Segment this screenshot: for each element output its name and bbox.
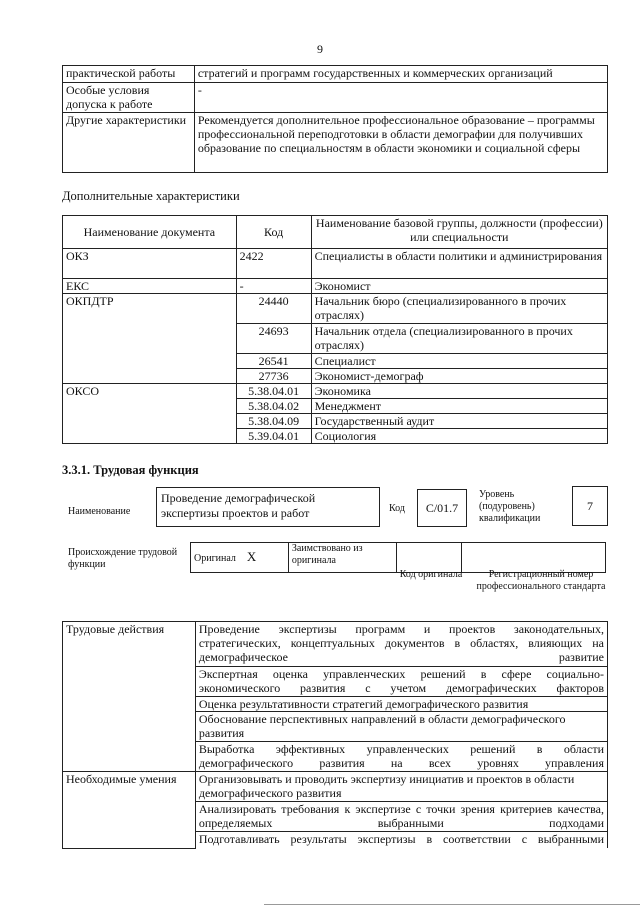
original-label: Оригинал [194,553,236,564]
code-cell: 24693 [236,324,311,354]
function-heading: 3.3.1. Трудовая функция [62,463,199,477]
function-name: Проведение демографической экспертизы проектов и работ [161,491,316,520]
reg-num-label: Регистрационный номер профессионального стандарта [476,569,606,592]
table-row [63,622,608,667]
level-box [572,486,608,526]
name-box [156,487,380,527]
code-cell: 5.38.04.01 [236,384,311,399]
row-label: Другие характеристики [63,113,195,173]
table-row [63,279,608,294]
code-cell: 26541 [236,354,311,369]
name-cell: Экономист [311,279,607,294]
doc-cell: ОКПДТР [63,294,237,384]
code-cell: 27736 [236,369,311,384]
original-mark: X [246,549,257,564]
code-cell: 5.38.04.09 [236,414,311,429]
name-cell: Начальник отдела (специализированного в прочих отраслях) [311,324,607,354]
table-row [63,294,608,324]
doc-cell: ОКЗ [63,249,237,279]
duties-table [62,621,608,849]
header-doc: Наименование документа [63,216,237,249]
duty-item: Экспертная оценка управленческих решений в сфере социально-экономического развития с учетом демографических факторов [195,667,607,697]
name-cell: Экономика [311,384,607,399]
code-orig-cell [396,543,462,573]
table-row [63,772,608,802]
name-cell: Менеджмент [311,399,607,414]
doc-cell: ОКСО [63,384,237,444]
level-label: Уровень (подуровень) квалификации [479,489,541,524]
name-cell: Государственный аудит [311,414,607,429]
name-cell: Специалисты в области политики и администрирования [311,249,607,279]
skill-item: Подготавливать результаты экспертизы в соответствии с выбранными [195,832,607,849]
duty-item: Оценка результативности стратегий демографического развития [195,697,607,712]
skill-item: Организовывать и проводить экспертизу инициатив и проектов в области демографического развития [195,772,607,802]
skills-label: Необходимые умения [63,772,196,849]
code-cell: 5.38.04.02 [236,399,311,414]
code-cell: - [236,279,311,294]
code-orig-label: Код оригинала [399,569,463,580]
level-value: 7 [587,499,593,513]
additional-characteristics-table [62,215,608,444]
code-value: C/01.7 [425,501,459,515]
code-box [417,489,467,527]
original-cell [191,543,289,573]
top-characteristics-table [62,65,608,173]
origin-label: Происхождение трудовой функции [68,547,178,570]
row-value: - [194,83,607,113]
code-label: Код [389,503,405,514]
header-code: Код [236,216,311,249]
code-cell: 2422 [236,249,311,279]
skill-item: Анализировать требования к экспертизе с точки зрения критериев качества, определяемых выбранными подходами [195,802,607,832]
name-cell: Начальник бюро (специализированного в прочих отраслях) [311,294,607,324]
page-number: 9 [317,42,323,56]
table-row [63,113,608,173]
duties-label: Трудовые действия [63,622,196,772]
doc-cell: ЕКС [63,279,237,294]
additional-characteristics-title: Дополнительные характеристики [62,189,240,203]
code-cell: 5.39.04.01 [236,429,311,444]
borrowed-cell: Заимствовано из оригинала [288,543,396,573]
duty-item: Обоснование перспективных направлений в области демографического развития [195,712,607,742]
code-cell: 24440 [236,294,311,324]
table-row [191,543,606,573]
row-label: практической работы [63,66,195,83]
row-value: стратегий и программ государственных и коммерческих организаций [194,66,607,83]
name-cell: Экономист-демограф [311,369,607,384]
table-header-row [63,216,608,249]
table-row [63,83,608,113]
name-label: Наименование [68,506,131,517]
table-row [63,384,608,399]
header-name: Наименование базовой группы, должности (профессии) или специальности [311,216,607,249]
duty-item: Проведение экспертизы программ и проектов законодательных, стратегических, концептуальных документов в областях, влияющих на демографическое развитие [195,622,607,667]
reg-num-cell [462,543,606,573]
table-row [63,249,608,279]
name-cell: Социология [311,429,607,444]
row-value: Рекомендуется дополнительное профессиональное образование – программы профессиональной переподготовки в области демографии для получивших образование по специальностям в области экономики и социальной сферы [194,113,607,173]
row-label: Особые условия допуска к работе [63,83,195,113]
table-row [63,66,608,83]
name-cell: Специалист [311,354,607,369]
duty-item: Выработка эффективных управленческих решений в области демографического развития на всех уровнях управления [195,742,607,772]
